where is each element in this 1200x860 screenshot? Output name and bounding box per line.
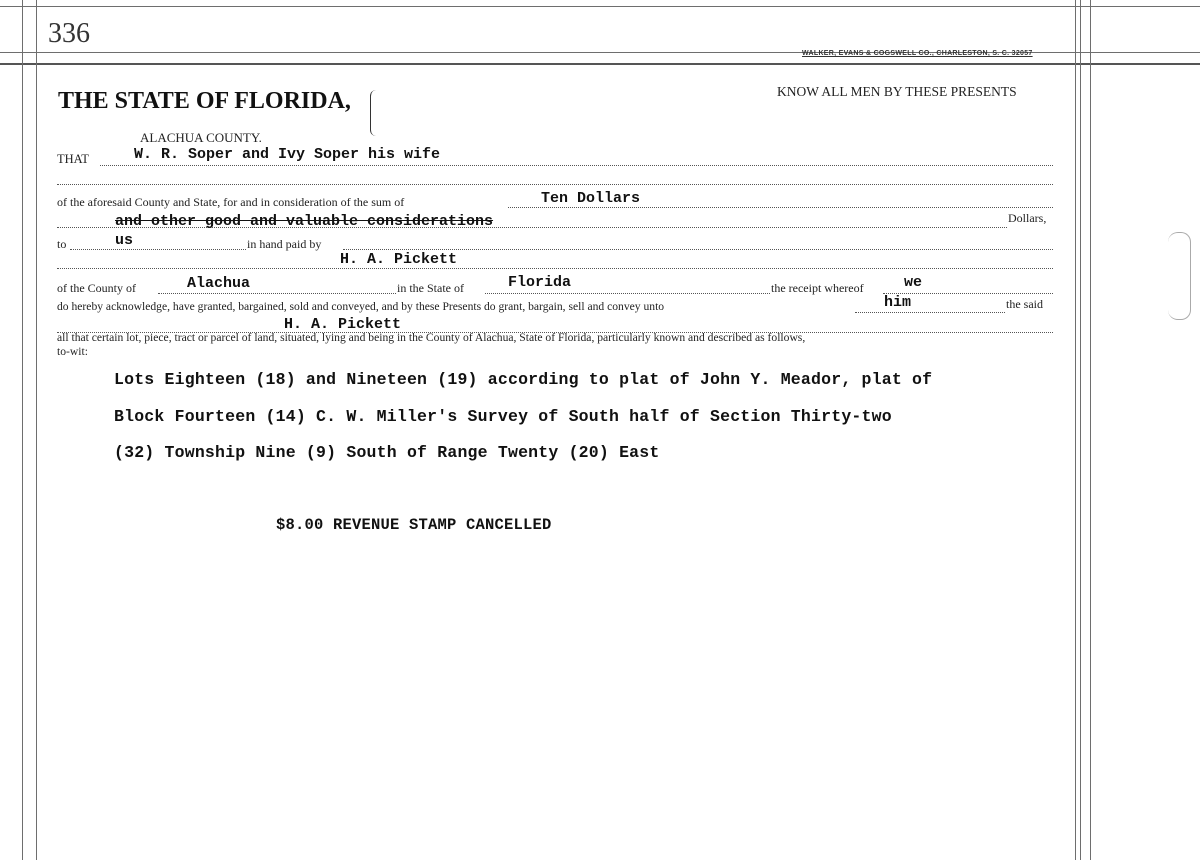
convey-line	[855, 312, 1005, 313]
blank-line	[57, 184, 1053, 185]
left-margin-rule-2	[36, 0, 37, 860]
know-all-men: KNOW ALL MEN BY THESE PRESENTS	[777, 84, 1017, 99]
binder-clip-mark	[1168, 232, 1191, 320]
other-consideration-value: and other good and valuable considerations	[115, 213, 494, 230]
grantor-line	[100, 165, 1053, 166]
payer-line	[57, 268, 1053, 269]
header-rule-lower	[0, 63, 1200, 65]
receipt-label: the receipt whereof	[771, 281, 864, 295]
county-heading: ALACHUA COUNTY.	[140, 130, 262, 145]
right-margin-rule-2	[1080, 0, 1081, 860]
consideration-label: of the aforesaid County and State, for and in consideration of the sum of	[57, 195, 405, 209]
county-label: of the County of	[57, 281, 136, 295]
revenue-stamp-note: $8.00 REVENUE STAMP CANCELLED	[276, 516, 552, 534]
paid-by-line	[343, 249, 1053, 250]
top-border-rule	[0, 6, 1200, 7]
right-margin-rule-1	[1075, 0, 1076, 860]
convey-value: him	[884, 294, 912, 311]
to-line	[70, 249, 246, 250]
that-label: THAT	[57, 152, 89, 166]
heading-brace	[370, 90, 376, 136]
state-label: in the State of	[397, 281, 464, 295]
description-line-2: Block Fourteen (14) C. W. Miller's Survey of South half of Section Thirty-two	[114, 407, 892, 426]
county-value: Alachua	[187, 275, 251, 292]
page-number: 336	[48, 18, 90, 49]
right-margin-rule-3	[1090, 0, 1091, 860]
state-value: Florida	[508, 274, 572, 291]
grantee-value: H. A. Pickett	[284, 316, 402, 333]
sum-value: Ten Dollars	[541, 190, 641, 207]
description-line-1: Lots Eighteen (18) and Nineteen (19) according to plat of John Y. Meador, plat of	[114, 370, 933, 389]
grantor-names: W. R. Soper and Ivy Soper his wife	[134, 146, 441, 163]
the-said-label: the said	[1006, 297, 1043, 311]
county-line	[158, 293, 396, 294]
to-value: us	[115, 232, 134, 249]
receipt-value: we	[904, 274, 923, 291]
to-wit: to-wit:	[57, 345, 88, 358]
printer-imprint: WALKER, EVANS & COGSWELL CO., CHARLESTON, S. C. 32057	[802, 50, 1033, 57]
state-heading: THE STATE OF FLORIDA,	[58, 88, 351, 114]
to-label: to	[57, 237, 67, 251]
dollars-label: Dollars,	[1008, 211, 1047, 225]
payer-value: H. A. Pickett	[340, 251, 458, 268]
description-line-3: (32) Township Nine (9) South of Range Twenty (20) East	[114, 443, 660, 462]
acknowledge-text: do hereby acknowledge, have granted, bargained, sold and conveyed, and by these Presents do grant, bargain, sell and convey unto	[57, 300, 665, 313]
parcel-text: all that certain lot, piece, tract or parcel of land, situated, lying and being in the County of Alachua, State of Florida, particularly known and described as follows,	[57, 331, 806, 344]
sum-line	[508, 207, 1053, 208]
state-line	[485, 293, 770, 294]
left-margin-rule-1	[22, 0, 23, 860]
paid-by-label: in hand paid by	[247, 237, 322, 251]
